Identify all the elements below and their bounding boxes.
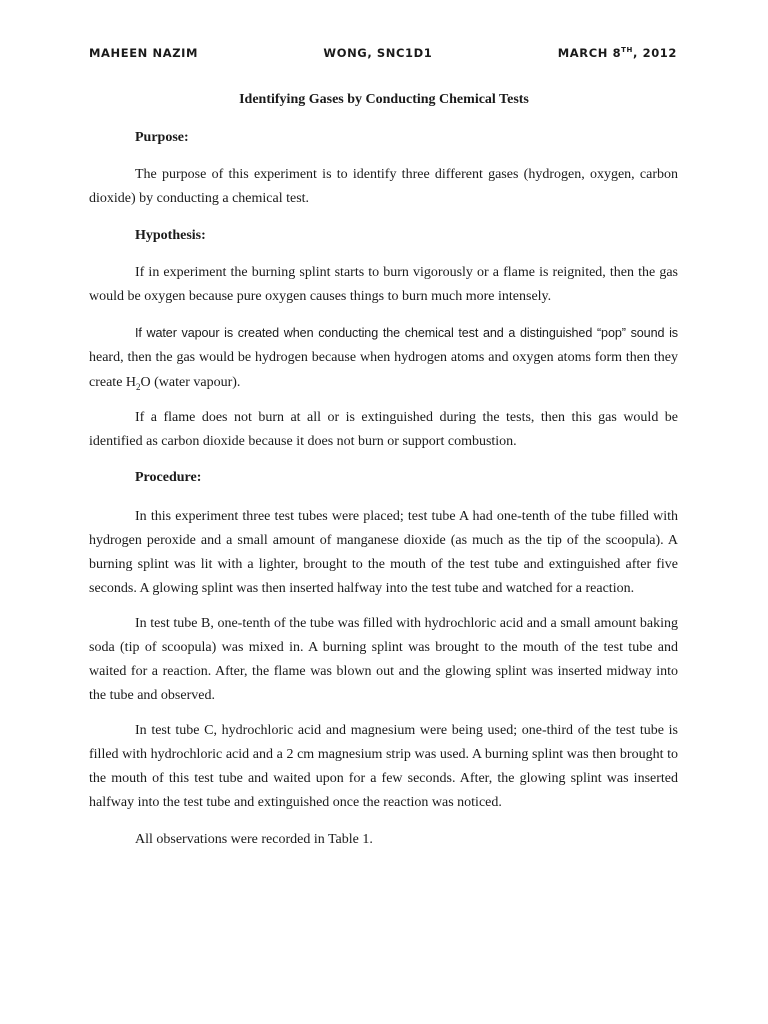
purpose-heading: Purpose:: [135, 130, 189, 145]
course-code: WONG, SNC1D1: [323, 46, 433, 60]
hypothesis-paragraph-2: If water vapour is created when conducting the chemical test and a distinguished “pop” sound is heard, then the gas would be hydrogen because when hydrogen atoms and oxygen atoms form then they create $H_2O$ (water vapour).: [89, 326, 678, 392]
page-header: [89, 46, 677, 60]
document-title: Identifying Gases by Conducting Chemical Tests: [239, 92, 529, 107]
hypothesis-paragraph-1: If in experiment the burning splint starts to burn vigorously or a flame is reignited, then the gas would be oxygen because pure oxygen causes things to burn much more intensely.: [89, 265, 678, 304]
procedure-heading: Procedure:: [135, 470, 202, 485]
hypothesis-heading: Hypothesis:: [135, 228, 206, 243]
procedure-paragraph-4: All observations were recorded in Table 1.: [135, 832, 373, 847]
hypothesis-paragraph-3: If a flame does not burn at all or is extinguished during the tests, then this gas would be identified as carbon dioxide because it does not burn or support combustion.: [89, 410, 678, 449]
author-name: MAHEEN NAZIM: [89, 46, 199, 60]
report-date: MARCH 8TH, 2012: [557, 46, 677, 60]
procedure-paragraph-2: In test tube B, one-tenth of the tube was filled with hydrochloric acid and a small amount baking soda (tip of scoopula) was mixed in. A burning splint was brought to the mouth of the test tube and waited for a reaction. After, the flame was blown out and the glowing splint was inserted midway into the tube and observed.: [89, 616, 678, 703]
procedure-paragraph-3: In test tube C, hydrochloric acid and magnesium were being used; one-third of the test tube is filled with hydrochloric acid and a 2 cm magnesium strip was used. A burning splint was then brought to the mouth of this test tube and waited upon for a few seconds. After, the glowing splint was inserted halfway into the test tube and extinguished once the reaction was noticed.: [89, 723, 678, 810]
purpose-paragraph: The purpose of this experiment is to identify three different gases (hydrogen, oxygen, carbon dioxide) by conducting a chemical test.: [89, 167, 678, 206]
procedure-paragraph-1: In this experiment three test tubes were placed; test tube A had one-tenth of the tube filled with hydrogen peroxide and a small amount of manganese dioxide (as much as the tip of the scoopula). A burning splint was lit with a lighter, brought to the mouth of the test tube and extinguished after five seconds. A glowing splint was then inserted halfway into the test tube and watched for a reaction.: [89, 509, 678, 596]
